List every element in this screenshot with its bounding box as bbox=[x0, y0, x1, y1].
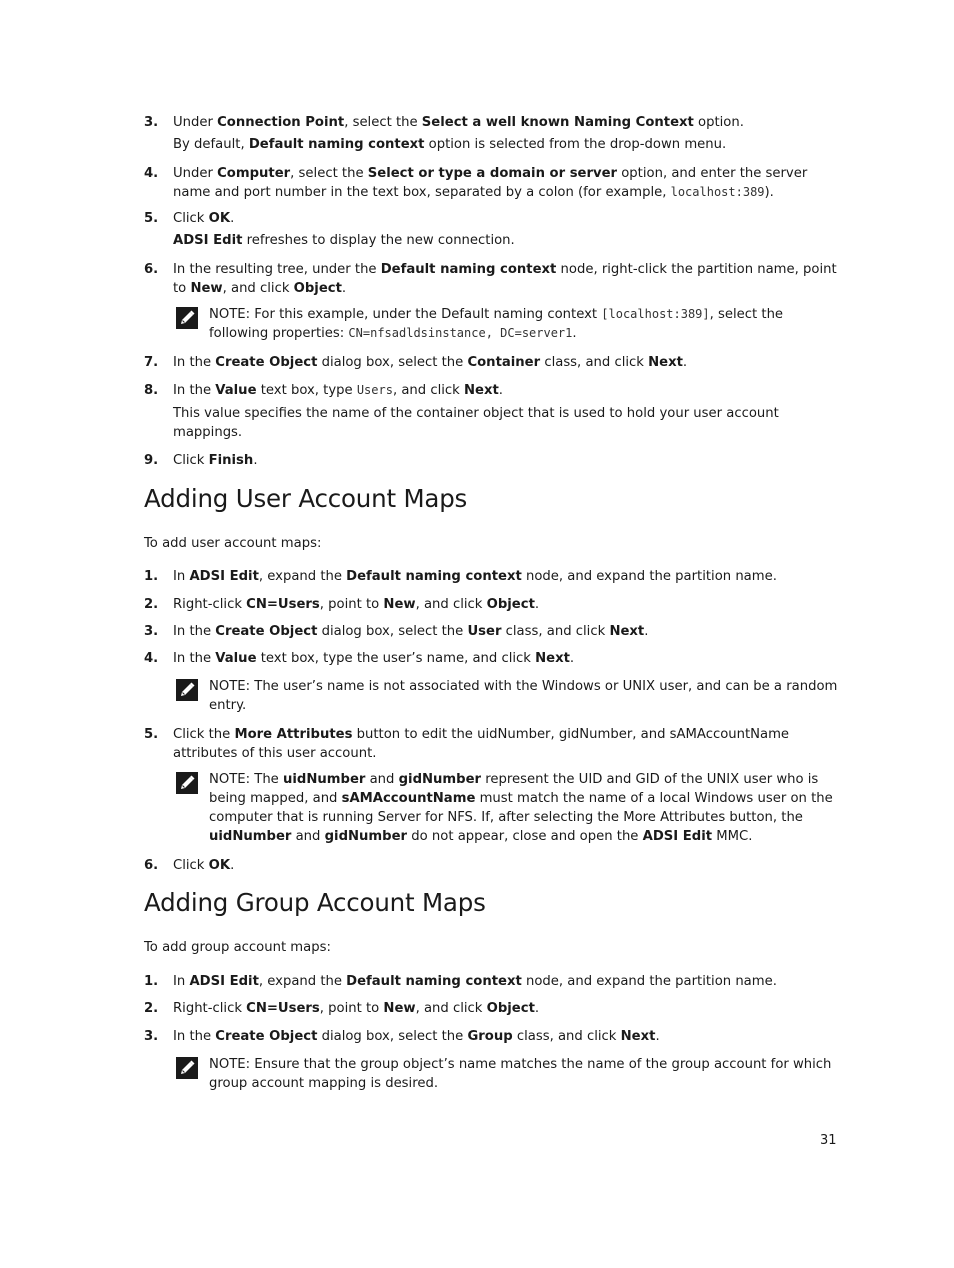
step-text: In the Value text box, type the user’s name, and click Next. bbox=[173, 651, 575, 666]
step-text: Under Connection Point, select the Select a well known Naming Context option. bbox=[173, 115, 744, 130]
step-text: In the Value text box, type Users, and click Next. bbox=[173, 383, 503, 398]
step-text: In the Create Object dialog box, select the User class, and click Next. bbox=[173, 624, 649, 639]
step-number: 4. bbox=[144, 651, 159, 666]
step-number: 9. bbox=[144, 453, 159, 468]
step-subtext: By default, Default naming context option is selected from the drop-down menu. bbox=[173, 137, 727, 152]
step-text: Right-click CN=Users, point to New, and click Object. bbox=[173, 1001, 540, 1016]
step-number: 3. bbox=[144, 1029, 159, 1044]
note-text: NOTE: The uidNumber and gidNumber represent the UID and GID of the UNIX user who is being mapped, and sAMAccountName must match the name of a local Windows user on the computer that is running Server for NFS. If, after selecting the More Attributes button, the uidNumber and gidNumber do not appear, close and open the ADSI Edit MMC. bbox=[209, 772, 833, 844]
step-number: 6. bbox=[144, 858, 159, 873]
step-number: 5. bbox=[144, 727, 159, 742]
note-text: NOTE: Ensure that the group object’s name matches the name of the group account for which group account mapping is desired. bbox=[209, 1057, 832, 1091]
step-text: In the resulting tree, under the Default naming context node, right-click the partition name, point to New, and click Object. bbox=[173, 262, 837, 296]
step-text: Click Finish. bbox=[173, 453, 258, 468]
note-text: NOTE: For this example, under the Default naming context [localhost:389], select the following properties: CN=nfsadldsinstance, DC=server1. bbox=[209, 307, 784, 341]
step-text: In ADSI Edit, expand the Default naming context node, and expand the partition name. bbox=[173, 569, 777, 584]
step-number: 2. bbox=[144, 1001, 159, 1016]
step-text: Click OK. bbox=[173, 211, 235, 226]
step-number: 7. bbox=[144, 355, 159, 370]
step-number: 8. bbox=[144, 383, 159, 398]
step-number: 2. bbox=[144, 597, 159, 612]
step-text: Click OK. bbox=[173, 858, 235, 873]
section-intro: To add user account maps: bbox=[144, 536, 322, 551]
step-number: 1. bbox=[144, 974, 159, 989]
step-text: In the Create Object dialog box, select the Group class, and click Next. bbox=[173, 1029, 660, 1044]
section-intro: To add group account maps: bbox=[144, 940, 331, 955]
step-number: 6. bbox=[144, 262, 159, 277]
step-text: In ADSI Edit, expand the Default naming context node, and expand the partition name. bbox=[173, 974, 777, 989]
note-pencil-icon bbox=[175, 306, 199, 330]
step-subtext: This value specifies the name of the container object that is used to hold your user account mappings. bbox=[173, 406, 779, 440]
step-subtext: ADSI Edit refreshes to display the new connection. bbox=[173, 233, 515, 248]
note-pencil-icon bbox=[175, 678, 199, 702]
note-pencil-icon bbox=[175, 1056, 199, 1080]
section-heading: Adding Group Account Maps bbox=[144, 888, 486, 917]
step-number: 3. bbox=[144, 115, 159, 130]
step-text: Click the More Attributes button to edit the uidNumber, gidNumber, and sAMAccountName attributes of this user account. bbox=[173, 727, 790, 761]
step-number: 5. bbox=[144, 211, 159, 226]
step-text: Under Computer, select the Select or type a domain or server option, and enter the server name and port number in the text box, separated by a colon (for example, localhost:389). bbox=[173, 166, 808, 200]
page-number: 31 bbox=[820, 1133, 837, 1148]
note-pencil-icon bbox=[175, 771, 199, 795]
step-number: 3. bbox=[144, 624, 159, 639]
step-text: In the Create Object dialog box, select the Container class, and click Next. bbox=[173, 355, 688, 370]
note-text: NOTE: The user’s name is not associated with the Windows or UNIX user, and can be a random entry. bbox=[209, 679, 838, 713]
step-number: 4. bbox=[144, 166, 159, 181]
step-number: 1. bbox=[144, 569, 159, 584]
step-text: Right-click CN=Users, point to New, and click Object. bbox=[173, 597, 540, 612]
section-heading: Adding User Account Maps bbox=[144, 484, 468, 513]
